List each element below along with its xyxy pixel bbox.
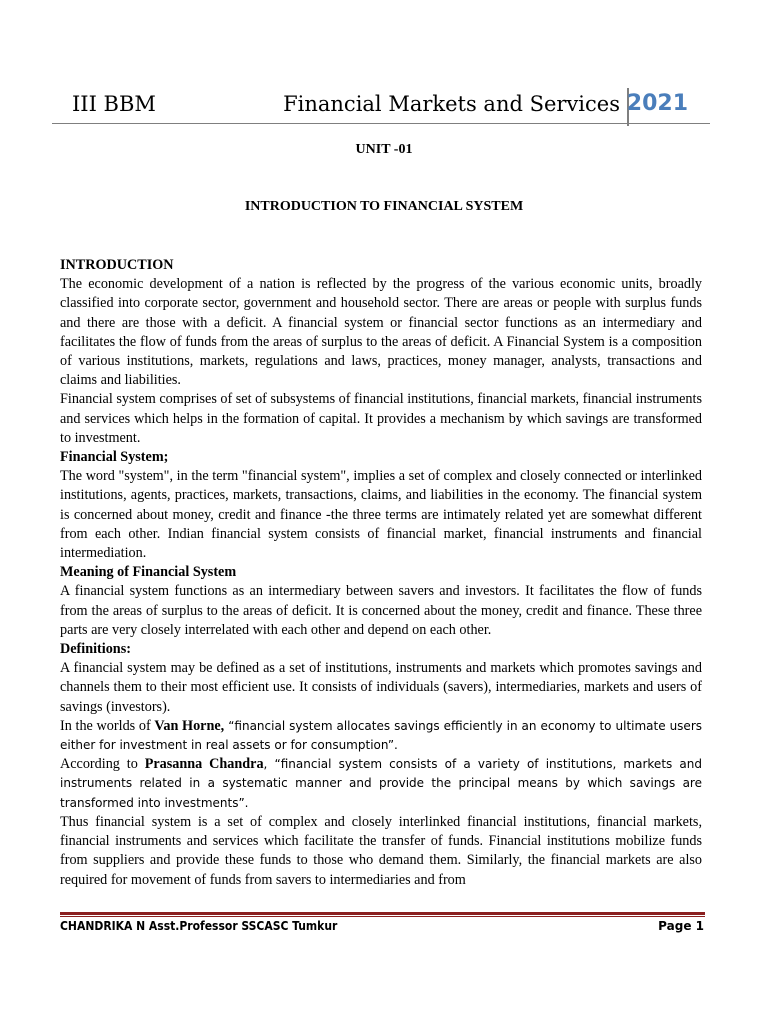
prasanna-chandra-definition	[60, 755, 702, 813]
paragraph: The word "system", in the term "financial system", implies a set of complex and closely connected or interlinked institutions, agents, practices, markets, transactions, claims, and liabilities in the economy. The financial system is concerned about money, credit and finance -the three terms are intimately related yet are somewhat different from each other. Indian financial system consists of financial market, financial instruments and financial intermediation.	[60, 468, 702, 562]
page-title: INTRODUCTION TO FINANCIAL SYSTEM	[244, 199, 524, 214]
header-rule	[52, 123, 710, 124]
course-label: III BBM	[72, 92, 156, 116]
subject-title: Financial Markets and Services	[283, 92, 620, 116]
footer-rule-thin	[60, 916, 705, 917]
van-horne-definition	[60, 717, 702, 755]
year-label: 2021	[626, 91, 688, 116]
paragraph: Financial system comprises of set of subsystems of financial institutions, financial markets, financial instruments and services which helps in the formation of capital. It provides a mechanism by which savings are transformed to investment.	[60, 391, 702, 446]
page-header	[52, 88, 710, 124]
author-name: Prasanna Chandra	[144, 756, 264, 773]
paragraph: The economic development of a nation is reflected by the progress of the various economic units, broadly classified into corporate sector, government and household sector. There are areas or people with surplus funds and there are those with a deficit. A financial system or financial sector functions as an intermediary and facilitates the flow of funds from the areas of surplus to the areas of deficit. A Financial System is a composition of various institutions, markets, regulations and laws, practices, money manager, analysts, transactions and claims and liabilities.	[60, 276, 702, 389]
section-heading-definitions: Definitions:	[60, 641, 131, 658]
section-heading-meaning: Meaning of Financial System	[60, 564, 237, 581]
quote: “financial system allocates savings efficiently in an economy to ultimate users either for investment in real assets or for consumption”.	[60, 718, 703, 753]
page-number: Page 1	[658, 919, 704, 933]
paragraph: A financial system functions as an intermediary between savers and investors. It facilitates the flow of funds from the areas of surplus to the areas of deficit. It is concerned about the money, credit and finance. These three parts are very closely interrelated with each other and depend on each other.	[60, 583, 702, 638]
paragraph: A financial system may be defined as a set of institutions, instruments and markets which promotes savings and channels them to their most efficient use. It consists of individuals (savers), intermediaries, markets and users of savings (investors).	[60, 660, 702, 715]
text: In the worlds of	[60, 717, 155, 734]
document-body	[60, 256, 702, 890]
section-heading-financial-system: Financial System;	[60, 449, 169, 466]
text: According to	[60, 756, 145, 773]
author-name: Van Horne,	[154, 717, 225, 734]
unit-label: UNIT -01	[355, 142, 413, 157]
footer-author: CHANDRIKA N Asst.Professor SSCASC Tumkur	[60, 919, 338, 933]
footer-rule	[60, 912, 705, 915]
section-heading-introduction: INTRODUCTION	[60, 257, 174, 273]
paragraph: Thus financial system is a set of complex and closely interlinked financial institutions, financial markets, financial instruments and services which facilitate the transfer of funds. Financial institutions mobilize funds from suppliers and provide these funds to those who demand them. Similarly, the financial markets are also required for movement of funds from savers to intermediaries and from	[60, 813, 702, 888]
quote: , “financial system consists of a variety of institutions, markets and instruments related in a systematic manner and provide the principal means by which savings are transformed into investments”.	[60, 757, 703, 810]
